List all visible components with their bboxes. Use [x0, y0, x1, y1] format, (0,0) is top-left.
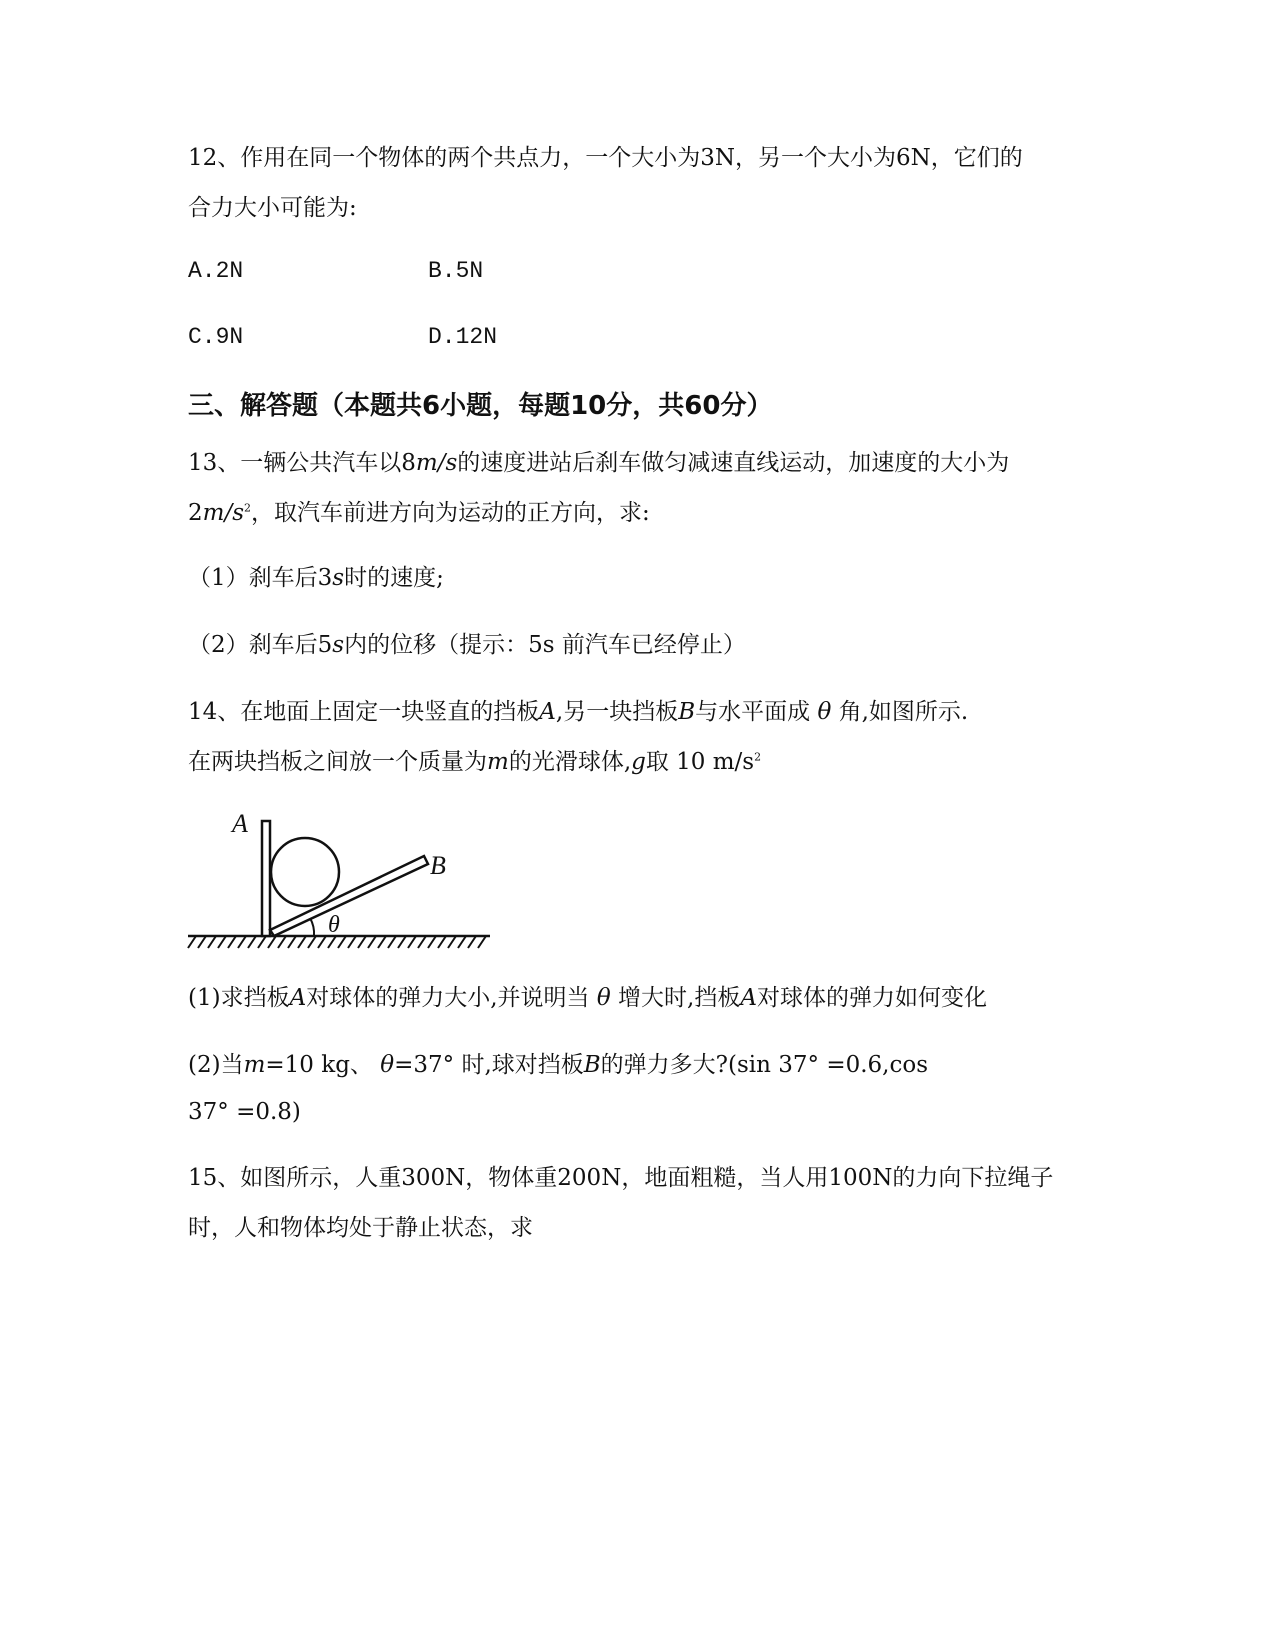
figure-label-a: A — [232, 809, 248, 838]
q14-line1-a: 14、在地面上固定一块竖直的挡板 — [188, 699, 540, 725]
angle-arc — [310, 918, 314, 936]
q13-line2-pre: 2 — [188, 500, 203, 526]
q15-line-2: 时，人和物体均处于静止状态，求 — [188, 1215, 533, 1241]
q14-part2-b: =10 kg、 — [265, 1052, 373, 1078]
q15-line-1: 15、如图所示，人重300N，物体重200N，地面粗糙，当人用100N的力向下拉绳子 — [188, 1165, 1054, 1191]
q12-line-2: 合力大小可能为: — [188, 195, 357, 221]
q14-part1-c: 增大时,挡板 — [618, 985, 741, 1011]
q14-line2-c: 取 10 m/s — [645, 749, 755, 775]
q13-part1-unit: s — [332, 565, 345, 591]
q12-line-1: 12、作用在同一个物体的两个共点力，一个大小为3N，另一个大小为6N，它们的 — [188, 145, 1023, 171]
q14-line1-theta: θ — [817, 699, 832, 725]
q14-line2-b: 的光滑球体, — [508, 749, 632, 775]
q14-line-1 — [188, 697, 968, 727]
q13-part2-post: 内的位移（提示：5s 前汽车已经停止） — [344, 632, 746, 658]
q14-part1-a: (1)求挡板 — [188, 985, 290, 1011]
q13-line-1 — [188, 448, 1009, 478]
q13-part-1 — [188, 563, 444, 593]
q14-part-2-line-2: 37° =0.8) — [188, 1099, 301, 1125]
q13-line1-pre: 13、一辆公共汽车以8 — [188, 450, 416, 476]
ball — [271, 838, 339, 906]
q13-line2-exponent: 2 — [244, 501, 252, 515]
q14-part1-plate-a-2: A — [740, 985, 757, 1011]
q14-figure — [188, 809, 508, 988]
q14-line1-b: ,另一块挡板 — [555, 699, 679, 725]
q13-line1-unit: m/s — [415, 450, 458, 476]
q14-line1-plate-a: A — [539, 699, 556, 725]
plate-a — [262, 821, 270, 936]
q12-option-a: A.2N — [188, 258, 244, 284]
q13-line1-post: 的速度进站后刹车做匀减速直线运动，加速度的大小为 — [457, 450, 1010, 476]
q14-part2-c: =37° 时,球对挡板 — [394, 1052, 584, 1078]
q14-part2-plate-b: B — [583, 1052, 601, 1078]
q13-line2-post: ，取汽车前进方向为运动的正方向，求: — [251, 500, 650, 526]
q14-line1-c: 与水平面成 — [695, 699, 811, 725]
q14-part-2 — [188, 1050, 928, 1080]
q12-option-b: B.5N — [428, 258, 484, 284]
q14-part1-theta: θ — [596, 985, 611, 1011]
q14-line1-d: 角,如图所示. — [838, 699, 969, 725]
figure-label-theta: θ — [328, 912, 340, 938]
q12-option-d: D.12N — [428, 324, 498, 350]
section-3-heading: 三、解答题（本题共6小题，每题10分，共60分） — [188, 391, 773, 421]
q14-part1-d: 对球体的弹力如何变化 — [756, 985, 987, 1011]
figure-label-b: B — [430, 851, 446, 880]
q14-part2-a: (2)当 — [188, 1052, 244, 1078]
q14-line2-a: 在两块挡板之间放一个质量为 — [188, 749, 487, 775]
q13-part2-pre: （2）刹车后5 — [188, 632, 333, 658]
q13-line2-unit: m/s — [202, 500, 245, 526]
q14-part-1 — [188, 983, 987, 1013]
q14-part2-d: 的弹力多大?(sin 37° =0.6,cos — [600, 1052, 929, 1078]
q14-part1-plate-a: A — [289, 985, 307, 1011]
q14-line-2 — [188, 747, 761, 777]
q14-part1-b: 对球体的弹力大小,并说明当 — [306, 985, 590, 1011]
q13-part2-unit: s — [332, 632, 345, 658]
q12-option-c: C.9N — [188, 324, 244, 350]
q13-part1-pre: （1）刹车后3 — [188, 565, 333, 591]
q14-part2-theta: θ — [380, 1052, 395, 1078]
q13-part1-post: 时的速度; — [344, 565, 444, 591]
q13-line-2 — [188, 498, 650, 528]
q13-part-2 — [188, 630, 746, 660]
q14-line2-exponent: 2 — [754, 750, 762, 764]
q14-line2-g: g — [631, 749, 646, 775]
q14-line1-plate-b: B — [678, 699, 696, 725]
q14-part2-mass: m — [243, 1052, 266, 1078]
q14-line2-mass: m — [487, 749, 509, 775]
